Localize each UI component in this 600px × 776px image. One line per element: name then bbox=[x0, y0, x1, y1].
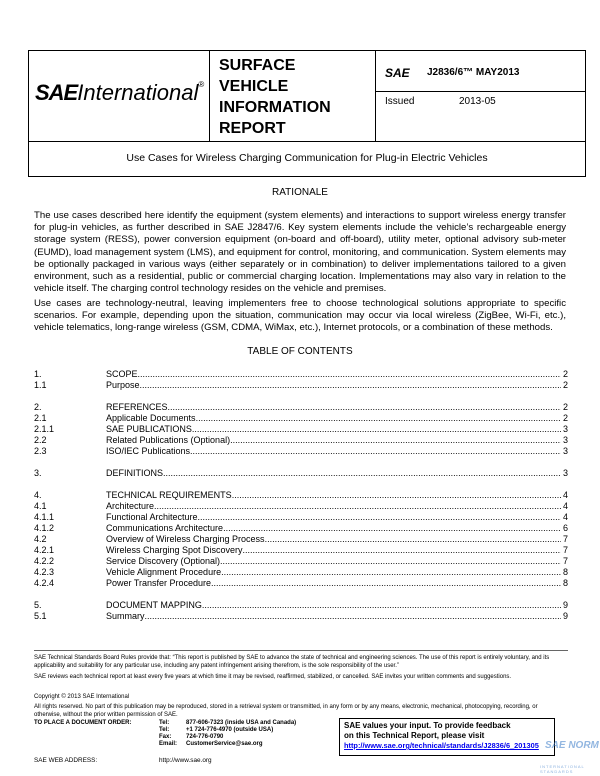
feedback-box: SAE values your input. To provide feedback on this Technical Report, please visit http://www.sae.org/technical/standards/J2836/6_201305 bbox=[339, 718, 555, 756]
toc-entry-title: Applicable Documents bbox=[106, 413, 196, 423]
toc-entry-number: 4. bbox=[34, 490, 42, 500]
toc-entry-number: 2. bbox=[34, 402, 42, 412]
sae-international-logo: SAEInternational® bbox=[35, 80, 205, 105]
toc-leader-dots bbox=[168, 402, 561, 413]
toc-entry[interactable] bbox=[34, 578, 568, 589]
toc-entry-title: Service Discovery (Optional) bbox=[106, 556, 221, 566]
toc-heading: TABLE OF CONTENTS bbox=[247, 346, 353, 357]
web-address-link[interactable]: http://www.sae.org bbox=[159, 757, 212, 764]
watermark-logo: SAE NORM bbox=[545, 740, 599, 751]
toc-entry-page: 2 bbox=[562, 402, 568, 412]
footer-review: SAE reviews each technical report at least every five years at which time it may be revised, reaffirmed, stabilized, or cancelled. SAE invites your written comments and suggestions. bbox=[34, 674, 512, 680]
toc-entry-number: 4.2.3 bbox=[34, 567, 55, 577]
toc-entry[interactable] bbox=[34, 446, 568, 457]
document-header bbox=[28, 50, 586, 142]
toc-entry[interactable] bbox=[34, 611, 568, 622]
toc-leader-dots bbox=[198, 512, 561, 523]
toc-entry-title: TECHNICAL REQUIREMENTS bbox=[106, 490, 232, 500]
toc-entry-number: 4.2.1 bbox=[34, 545, 55, 555]
toc-leader-dots bbox=[140, 380, 561, 391]
toc-leader-dots bbox=[211, 578, 561, 589]
toc-entry-title: Overview of Wireless Charging Process bbox=[106, 534, 265, 544]
toc-entry-title: SAE PUBLICATIONS bbox=[106, 424, 192, 434]
toc-entry-page: 9 bbox=[562, 611, 568, 621]
toc-entry-number: 3. bbox=[34, 468, 42, 478]
toc-leader-dots bbox=[232, 490, 561, 501]
toc-entry-title: Vehicle Alignment Procedure bbox=[106, 567, 222, 577]
issued-date: 2013-05 bbox=[459, 96, 496, 107]
toc-entry-number: 5. bbox=[34, 600, 42, 610]
toc-entry-number: 4.2.4 bbox=[34, 578, 55, 588]
toc-leader-dots bbox=[190, 446, 561, 457]
watermark-subtitle: INTERNATIONAL STANDARDS bbox=[540, 764, 585, 774]
toc-entry-page: 3 bbox=[562, 435, 568, 445]
toc-entry-page: 4 bbox=[562, 490, 568, 500]
toc-leader-dots bbox=[163, 468, 561, 479]
toc-entry-title: Functional Architecture bbox=[106, 512, 198, 522]
toc-entry[interactable] bbox=[34, 413, 568, 424]
toc-entry[interactable] bbox=[34, 512, 568, 523]
toc-entry-page: 3 bbox=[562, 424, 568, 434]
toc-entry-title: Communications Architecture bbox=[106, 523, 224, 533]
toc-leader-dots bbox=[223, 523, 561, 534]
toc-entry-title: Architecture bbox=[106, 501, 155, 511]
toc-entry-page: 7 bbox=[562, 534, 568, 544]
toc-entry[interactable] bbox=[34, 468, 568, 479]
rationale-paragraph-1: The use cases described here identify the equipment (system elements) and interactions to support wireless energy transfer for plug-in vehicles, as further described in SAE J2847/6. Key system elements include the vehicle’s rechargeable energy storage system (RESS), power conversion equipment (on-board and off-board), utility meter, optional advisory sub-meter (EUMD), load management system (LMS), and equipment for control, monitoring, and communication. System elements may be optionally packaged in various ways (either separately or in combination) to deliver implementations tailored to a given environment, such as a residential, public or commercial charging location. Implementations may also vary in relation to the vehicle itself. The charging control technology resides on the vehicle and premises. bbox=[34, 210, 566, 295]
toc-leader-dots bbox=[230, 435, 561, 446]
toc-entry-page: 2 bbox=[562, 369, 568, 379]
footer-rights: All rights reserved. No part of this publication may be reproduced, stored in a retrieval system or transmitted, in any form or by any means, electronic, mechanical, photocopying, recording, or otherwise, without the prior written permission of SAE. bbox=[34, 704, 538, 718]
toc-entry-number: 2.1.1 bbox=[34, 424, 55, 434]
toc-entry[interactable] bbox=[34, 523, 568, 534]
document-number: J2836/6™ MAY2013 bbox=[427, 67, 520, 78]
toc-entry-title: Power Transfer Procedure bbox=[106, 578, 212, 588]
toc-entry-title: ISO/IEC Publications bbox=[106, 446, 191, 456]
toc-entry-page: 2 bbox=[562, 413, 568, 423]
toc-entry-title: DOCUMENT MAPPING bbox=[106, 600, 202, 610]
toc-entry-number: 1.1 bbox=[34, 380, 47, 390]
toc-entry-number: 1. bbox=[34, 369, 42, 379]
toc-entry-title: DEFINITIONS bbox=[106, 468, 164, 478]
toc-entry[interactable] bbox=[34, 567, 568, 578]
toc-entry-title: Purpose bbox=[106, 380, 140, 390]
toc-leader-dots bbox=[243, 545, 561, 556]
toc-entry[interactable] bbox=[34, 501, 568, 512]
sae-mini-logo: SAE bbox=[385, 66, 410, 80]
toc-entry-number: 4.1.2 bbox=[34, 523, 55, 533]
toc-entry[interactable] bbox=[34, 534, 568, 545]
toc-entry[interactable] bbox=[34, 490, 568, 501]
toc-entry-page: 4 bbox=[562, 501, 568, 511]
toc-entry-page: 3 bbox=[562, 468, 568, 478]
toc-entry-title: Summary bbox=[106, 611, 145, 621]
toc-entry-page: 7 bbox=[562, 545, 568, 555]
toc-entry[interactable] bbox=[34, 556, 568, 567]
report-type: SURFACE VEHICLE INFORMATION REPORT bbox=[219, 57, 331, 137]
toc-entry[interactable] bbox=[34, 435, 568, 446]
toc-entry[interactable] bbox=[34, 380, 568, 391]
toc-entry-number: 4.1.1 bbox=[34, 512, 55, 522]
toc-entry-number: 5.1 bbox=[34, 611, 47, 621]
rationale-heading: RATIONALE bbox=[272, 187, 328, 198]
toc-entry[interactable] bbox=[34, 424, 568, 435]
toc-entry[interactable] bbox=[34, 600, 568, 611]
toc-entry-page: 9 bbox=[562, 600, 568, 610]
web-address-label: SAE WEB ADDRESS: bbox=[34, 757, 98, 764]
toc-entry-number: 4.2.2 bbox=[34, 556, 55, 566]
toc-entry-number: 2.1 bbox=[34, 413, 47, 423]
toc-entry-page: 7 bbox=[562, 556, 568, 566]
toc-entry-number: 2.3 bbox=[34, 446, 47, 456]
toc-leader-dots bbox=[145, 611, 561, 622]
toc-leader-dots bbox=[154, 501, 561, 512]
footer-divider bbox=[34, 650, 568, 651]
order-phone-usa: 877-606-7323 (inside USA and Canada) bbox=[186, 720, 297, 726]
toc-entry-number: 4.2 bbox=[34, 534, 47, 544]
toc-entry-page: 3 bbox=[562, 446, 568, 456]
toc-leader-dots bbox=[221, 567, 561, 578]
toc-entry[interactable] bbox=[34, 369, 568, 380]
toc-leader-dots bbox=[202, 600, 561, 611]
toc-leader-dots bbox=[220, 556, 561, 567]
toc-entry-page: 6 bbox=[562, 523, 568, 533]
toc-entry-title: REFERENCES bbox=[106, 402, 168, 412]
toc-leader-dots bbox=[196, 413, 561, 424]
toc-entry-title: Related Publications (Optional) bbox=[106, 435, 231, 445]
toc-leader-dots bbox=[138, 369, 561, 380]
toc-leader-dots bbox=[192, 424, 561, 435]
rationale-paragraph-2: Use cases are technology-neutral, leaving implementers free to choose technological solutions appropriate to specific scenarios. For example, depending upon the situation, communication may occur via local wireless (ZigBee, Wi-Fi, etc.), vehicle telematics, long-range wireless (GSM, CDMA, WiMax, etc.), Internet protocols, or a combination of these methods. bbox=[34, 298, 566, 334]
feedback-link[interactable]: http://www.sae.org/technical/standards/J2836/6_201305 bbox=[344, 741, 539, 750]
order-email[interactable]: CustomerService@sae.org bbox=[186, 741, 263, 747]
toc-entry-number: 2.2 bbox=[34, 435, 47, 445]
toc-entry-page: 2 bbox=[562, 380, 568, 390]
toc-entry-number: 4.1 bbox=[34, 501, 47, 511]
issued-label: Issued bbox=[385, 96, 415, 107]
toc-entry-title: SCOPE bbox=[106, 369, 138, 379]
toc-entry-page: 4 bbox=[562, 512, 568, 522]
document-title: Use Cases for Wireless Charging Communication for Plug-in Electric Vehicles bbox=[28, 140, 586, 177]
toc-entry[interactable] bbox=[34, 545, 568, 556]
toc-entry[interactable] bbox=[34, 402, 568, 413]
order-fax: 724-776-0790 bbox=[186, 734, 224, 740]
order-label: TO PLACE A DOCUMENT ORDER: bbox=[34, 720, 132, 726]
order-phone-intl: +1 724-776-4970 (outside USA) bbox=[186, 727, 274, 733]
toc-entry-page: 8 bbox=[562, 578, 568, 588]
footer-copyright: Copyright © 2013 SAE International bbox=[34, 694, 130, 700]
toc-entry-title: Wireless Charging Spot Discovery bbox=[106, 545, 243, 555]
footer-rules: SAE Technical Standards Board Rules provide that: “This report is published by SAE to advance the state of technical and engineering sciences. The use of this report is entirely voluntary, and its applicability and suitability for any particular use, including any patent infringement arising therefrom, is the sole responsibility of the user.” bbox=[34, 655, 550, 669]
toc-leader-dots bbox=[265, 534, 561, 545]
toc-entry-page: 8 bbox=[562, 567, 568, 577]
